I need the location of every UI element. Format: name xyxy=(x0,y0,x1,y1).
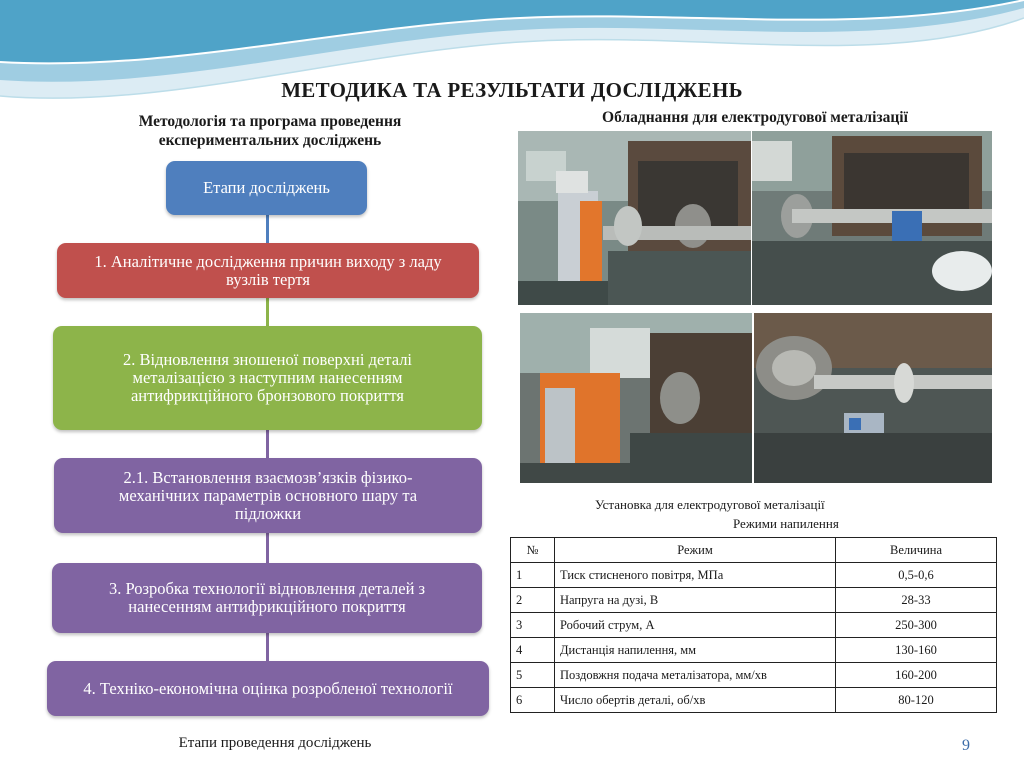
equipment-photo-3 xyxy=(520,313,752,483)
connector xyxy=(266,215,269,243)
footer-caption: Етапи проведення досліджень xyxy=(178,735,372,751)
column-header-mode: Режим xyxy=(555,538,836,563)
connector xyxy=(266,298,269,326)
stage-1-box: 1. Аналітичне дослідження причин виходу з ладу вузлів тертя xyxy=(57,243,479,298)
table-row: 3 Робочий струм, А 250-300 xyxy=(511,613,997,638)
methodology-subtitle: Методологія та програма проведення експериментальних досліджень xyxy=(138,113,402,149)
equipment-subtitle: Обладнання для електродугової металізації xyxy=(602,109,908,126)
equipment-photo-1 xyxy=(518,131,751,305)
connector xyxy=(266,533,269,563)
connector xyxy=(266,430,269,458)
stages-header-box: Етапи досліджень xyxy=(166,161,367,215)
stage-4-box: 4. Техніко-економічна оцінка розробленої технології xyxy=(47,661,489,716)
table-row: 4 Дистанція напилення, мм 130-160 xyxy=(511,638,997,663)
photo-caption: Установка для електродугової металізації xyxy=(595,497,825,512)
table-row: 2 Напруга на дузі, В 28-33 xyxy=(511,588,997,613)
column-header-number: № xyxy=(511,538,555,563)
table-row: 1 Тиск стисненого повітря, МПа 0,5-0,6 xyxy=(511,563,997,588)
connector xyxy=(266,633,269,661)
equipment-photo-4 xyxy=(754,313,992,483)
slide-title: МЕТОДИКА ТА РЕЗУЛЬТАТИ ДОСЛІДЖЕНЬ xyxy=(281,78,743,102)
regimes-table xyxy=(510,537,997,713)
table-caption: Режими напилення xyxy=(733,516,839,531)
stage-3-box: 3. Розробка технології відновлення деталей з нанесенням антифрикційного покриття xyxy=(52,563,482,633)
stage-2-box: 2. Відновлення зношеної поверхні деталі металізацією з наступним нанесенням антифрикційного бронзового покриття xyxy=(53,326,482,430)
table-row: 6 Число обертів деталі, об/хв 80-120 xyxy=(511,688,997,713)
equipment-photo-2 xyxy=(752,131,992,305)
table-header-row xyxy=(511,538,997,563)
column-header-value: Величина xyxy=(836,538,997,563)
page-number: 9 xyxy=(962,737,970,754)
table-row: 5 Поздовжня подача металізатора, мм/хв 160-200 xyxy=(511,663,997,688)
stage-2-1-box: 2.1. Встановлення взаємозв’язків фізико- механічних параметрів основного шару та підложки xyxy=(54,458,482,533)
